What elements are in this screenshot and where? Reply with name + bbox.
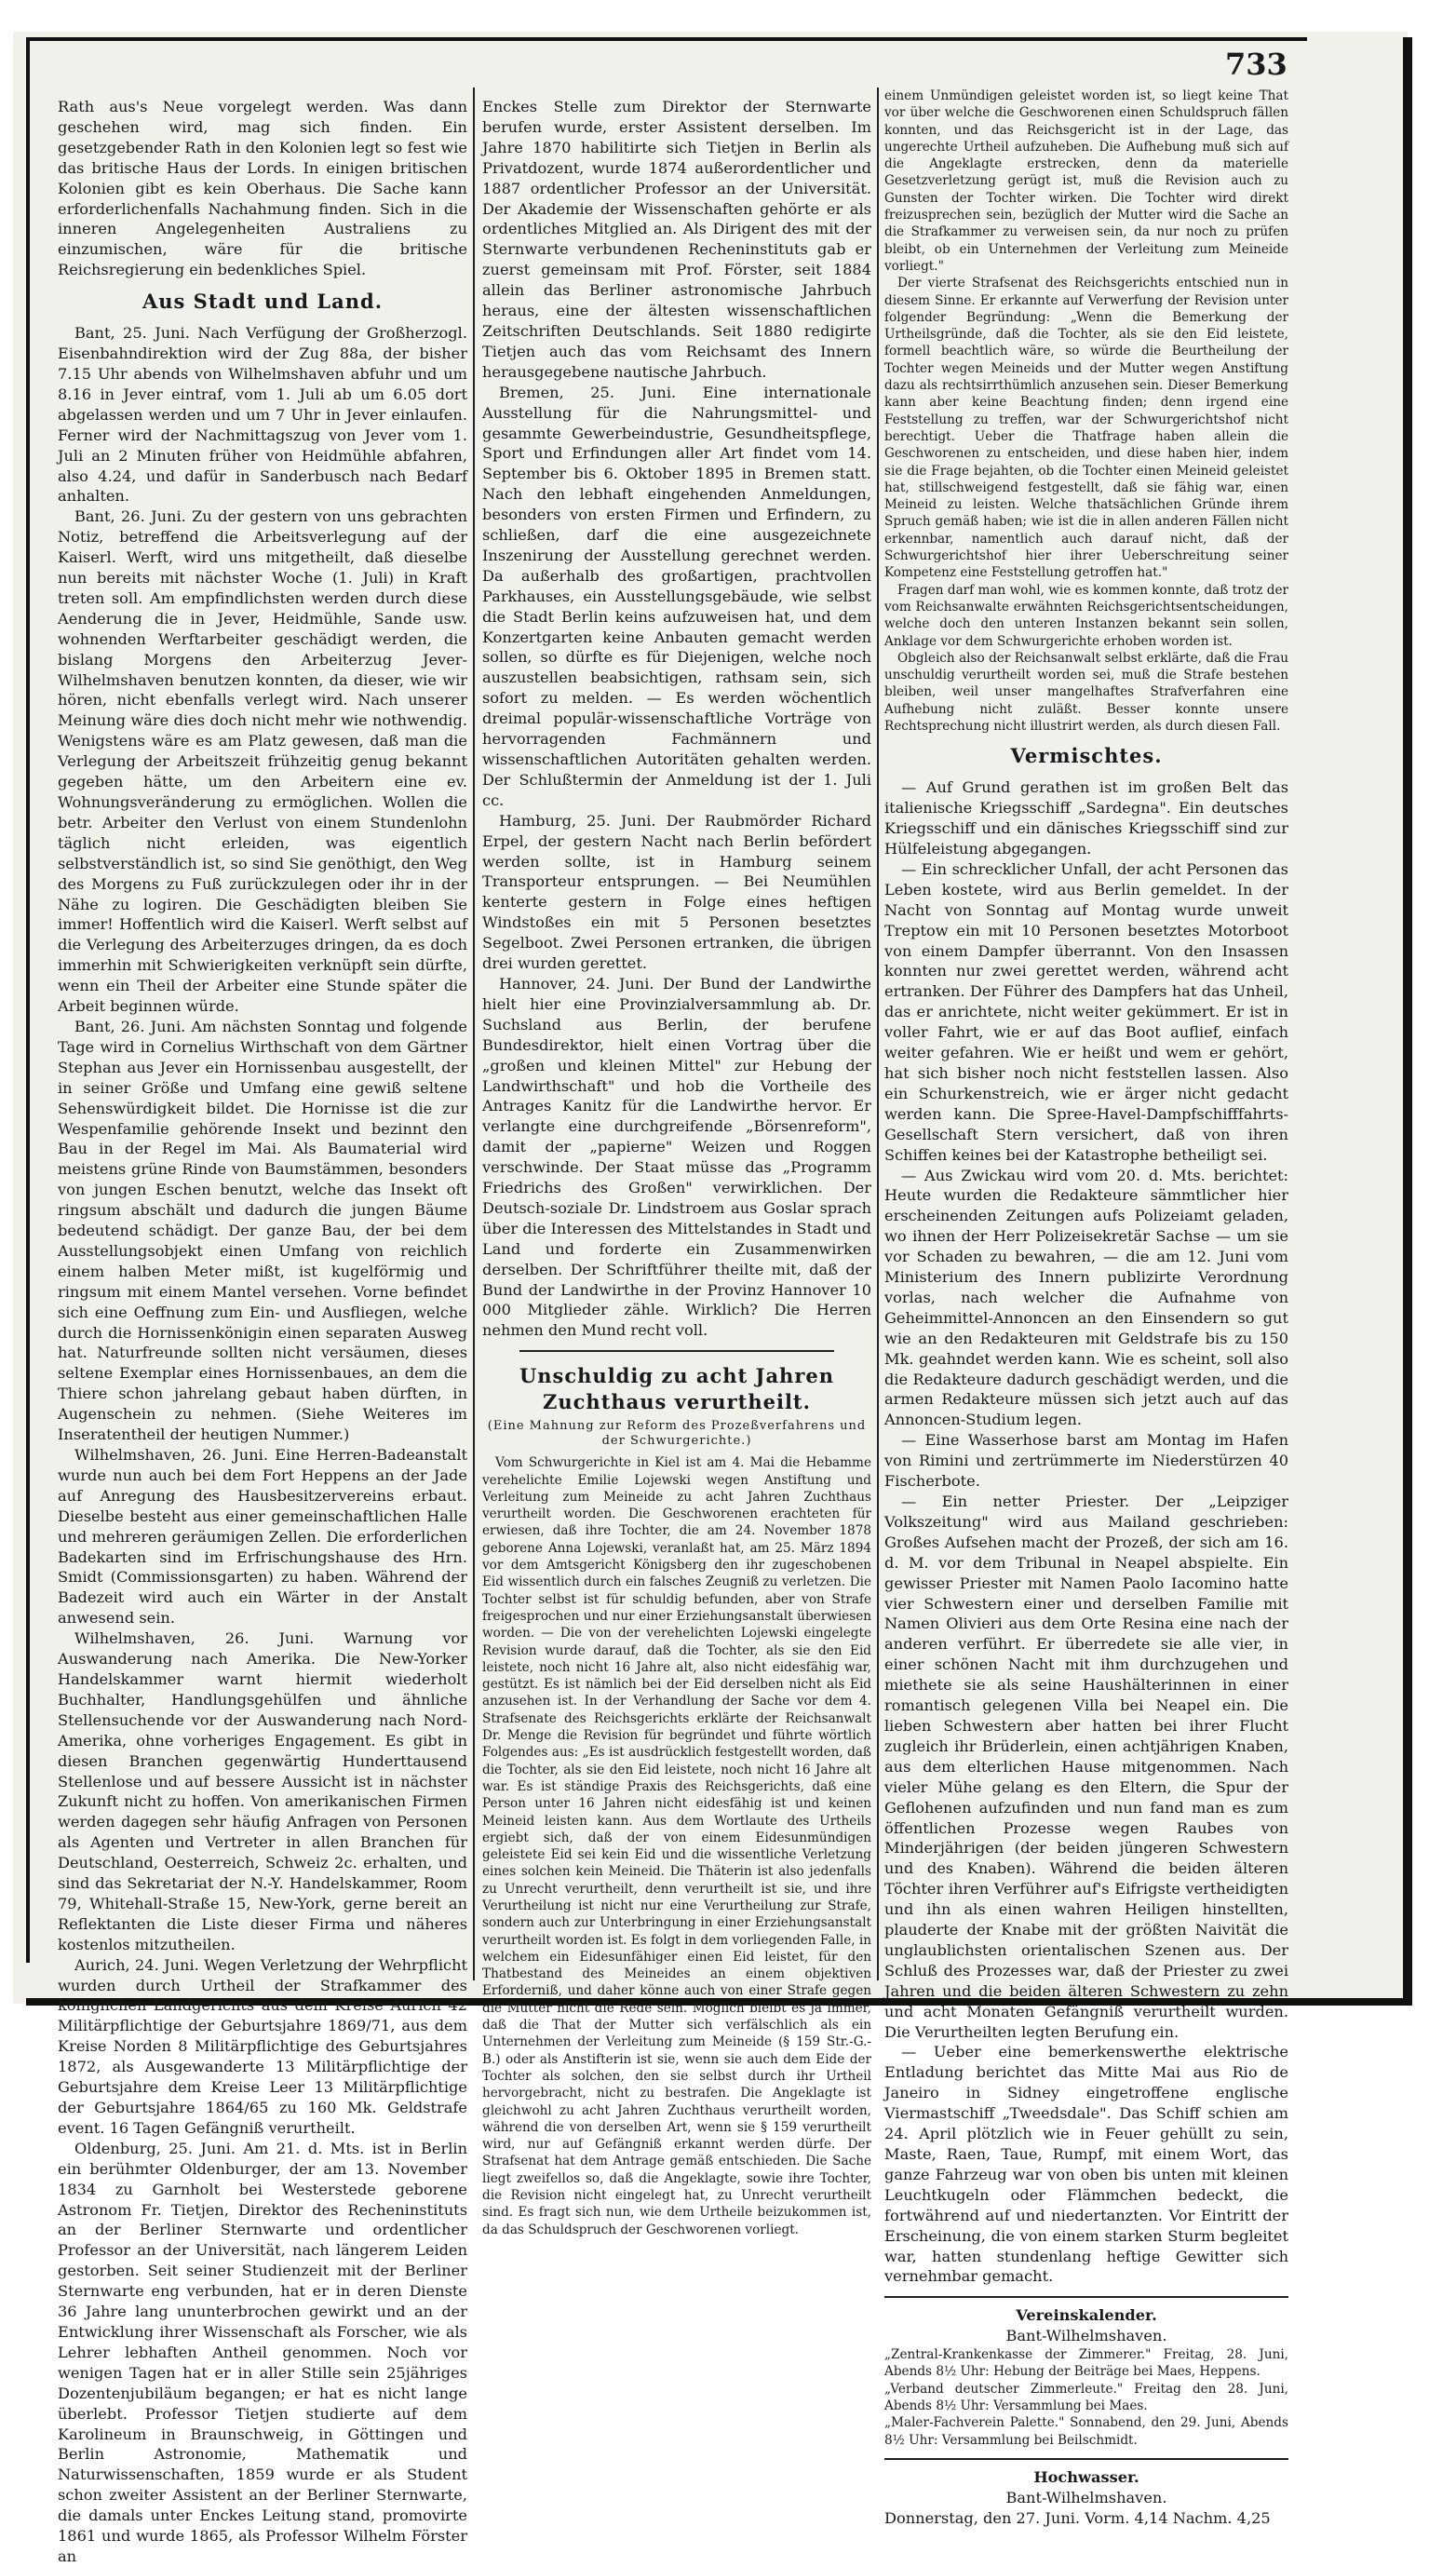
column-1	[58, 97, 467, 2565]
news-item: Bant, 25. Juni. Nach Verfügung der Großherzogl. Eisenbahndirektion wird der Zug 88a, der bisher 7.15 Uhr abends von Wilhelmshaven abfuhr und um 8.16 in Jever eintraf, vom 1. Juli ab um 6.05 dort abgelassen werden und um 7 Uhr in Jever einlaufen. Ferner wird der Nachmittagszug von Jever vom 1. Juli an 2 Minuten früher von Heidmühle abfahren, also 4.24, und dafür in Sanderbusch nach Bedarf anhalten.	[58, 324, 467, 506]
news-item: — Ein netter Priester. Der „Leipziger Volkszeitung" wird aus Mailand geschrieben: Großes Aufsehen macht der Prozeß, der sich am 16. d. M. vor dem Tribunal in Neapel abspielte. Ein gewisser Priester mit Namen Paolo Iacomino hatte vier Schwestern einer und derselben Familie mit Namen Olivieri aus dem Orte Resina eine nach der anderen verführt. Er überredete sie alle vier, in einer schönen Nacht mit ihm durchzugehen und miethete sie als seine Haushälterinnen in einer romantisch gelegenen Villa bei Neapel ein. Die lieben Schwestern aber hatten bei ihrer Flucht zugleich ihr Brüderlein, einen achtjährigen Knaben, aus dem elterlichen Hause mitgenommen. Nach vieler Mühe gelang es den Eltern, die Spur der Geflohenen aufzufinden und nun fand man es zum öffentlichen Prozesse wegen Raubes von Minderjährigen (der beiden jüngeren Schwestern und des Knaben). Während die beiden älteren Töchter ihren Verführer auf's Eifrigste vertheidigten und ihn als einen wahren Heiligen hinstellten, plauderte der Knabe mit der größten Naivität die unglaublichsten orientalischen Szenen aus. Der Schluß des Prozesses war, daß der Priester zu zwei Jahren und die beiden älteren Schwestern zu zehn und acht Monaten Gefängniß verurtheilt wurden. Die Verurtheilten legten Berufung ein.	[884, 1493, 1288, 2041]
news-item: Bant, 26. Juni. Zu der gestern von uns gebrachten Notiz, betreffend die Arbeitsverlegung auf der Kaiserl. Werft, wird uns mitgetheilt, daß dieselbe nun bereits mit nächster Woche (1. Juli) in Kraft treten soll. Am empfindlichsten werden durch diese Aenderung die in Jever, Heidmühle, Sande usw. wohnenden Werftarbeiter geschädigt werden, die bislang Morgens den Arbeiterzug Jever-Wilhelmshaven benutzen konnten, da dieser, wie wir hören, nicht ebenfalls verlegt wird. Nach unserer Meinung wäre dies doch nicht mehr wie nothwendig. Wenigstens wäre es am Platz gewesen, daß man die Verlegung der Arbeitszeit frühzeitig genug bekannt gegeben hätte, um den Arbeitern eine ev. Wohnungsveränderung zu ermöglichen. Wollen die betr. Arbeiter den Verlust von einem Stundenlohn täglich nicht erleiden, was eigentlich selbstverständlich ist, so sind Sie genöthigt, den Weg des Morgens zu Fuß zurückzulegen oder ihr in der Nähe zu logiren. Die Geschädigten bleiben Sie immer! Hoffentlich wird die Kaiserl. Werft selbst auf die Verlegung des Arbeiterzuges dringen, da es doch immerhin mit Schwierigkeiten verknüpft sein dürfte, wenn ein Theil der Arbeiter eine Stunde später die Arbeit beginnen würde.	[58, 507, 467, 1016]
news-item: — Ein schrecklicher Unfall, der acht Personen das Leben kostete, wird aus Berlin gemeldet. In der Nacht von Sonntag auf Montag wurde unweit Treptow ein mit 10 Personen besetztes Motorboot von einem Dampfer überrannt. Von den Insassen konnten nur zwei gerettet werden, während acht ertranken. Der Führer des Dampfers hat das Unheil, das er anrichtete, nicht weiter gekümmert. Er ist in voller Fahrt, wie er auf das Boot auflief, einfach weiter gefahren. Wie er heißt und wem er gehört, hat sich bisher noch nicht feststellen lassen. Also ein Schurkenstreich, wie er ärger nicht gedacht werden kann. Die Spree-Havel-Dampfschifffahrts-Gesellschaft Stern versichert, daß von ihren Schiffen keines bei der Katastrophe betheiligt sei.	[884, 859, 1288, 1164]
news-item: — Ueber eine bemerkenswerthe elektrische Entladung berichtet das Mitte Mai aus Rio de Janeiro in Sidney eingetroffene englische Viermastschiff „Tweedsdale". Das Schiff schien am 24. April plötzlich wie in Feuer gehüllt zu sein, Maste, Raen, Taue, Rumpf, mit einem Wort, das ganze Fahrzeug war von oben bis unten mit kleinen Leuchtkugeln oder Flämmchen bedeckt, die fortwährend auf und niedertanzten. Vor Eintritt der Erscheinung, die von einem starken Sturm begleitet war, hatten stundenlang heftige Gewitter sich vernehmbar gemacht.	[884, 2043, 1288, 2286]
tide-place: Bant-Wilhelmshaven.	[1005, 2488, 1167, 2506]
column-2	[482, 97, 871, 2237]
column-rule-2	[877, 88, 879, 1980]
separator	[519, 1350, 834, 1352]
article-body	[482, 1454, 871, 2238]
news-item: Enckes Stelle zum Direktor der Sternwarte berufen wurde, erster Assistent derselben. Im Jahre 1870 habilitirte sich Tietjen in Berlin als Privatdozent, wurde 1874 außerordentlicher und 1887 ordentlicher Professor an der Universität. Der Akademie der Wissenschaften gehörte er als ordentliches Mitglied an. Als Dirigent des mit der Sternwarte verbundenen Recheninstituts gab er zuerst gemeinsam mit Prof. Förster, seit 1884 allein das Berliner astronomische Jahrbuch heraus, eine der ältesten wissenschaftlichen Zeitschriften Deutschlands. Seit 1880 redigirte Tietjen auch das vom Reichsamt des Innern herausgegebene nautische Jahrbuch.	[482, 98, 871, 381]
news-item: Wilhelmshaven, 26. Juni. Eine Herren-Badeanstalt wurde nun auch bei dem Fort Heppens an der Jade auf Anregung des Hausbesitzervereins erbaut. Dieselbe besteht aus einer gemeinschaftlichen Halle und mehreren geräumigen Zellen. Die erforderlichen Badekarten sind im Erfrischungshause des Hrn. Smidt (Commissionsgarten) zu haben. Während der Badezeit wird auch ein Wärter in der Anstalt anwesend sein.	[58, 1446, 467, 1628]
article-text: Fragen darf man wohl, wie es kommen konnte, daß trotz der vom Reichsanwalte erwähnten Reichsgerichtsentscheidungen, welche doch den unteren Instanzen bekannt sein sollen, Anklage vor dem Schwurgerichte erhoben worden ist.	[884, 582, 1288, 649]
tide-times: Donnerstag, den 27. Juni. Vorm. 4,14 Nachm. 4,25	[884, 2508, 1271, 2527]
column-rule-1	[473, 88, 475, 1980]
article-text: Obgleich also der Reichsanwalt selbst erklärte, daß die Frau unschuldig verurtheilt worden sei, muß die Strafe bestehen bleiben, weil unser mangelhaftes Strafverfahren eine Aufhebung nicht zuläßt. Besser konnte unsere Rechtsprechung nicht illustrirt werden, als durch diesen Fall.	[884, 650, 1288, 734]
news-item: Bant, 26. Juni. Am nächsten Sonntag und folgende Tage wird in Cornelius Wirthschaft von dem Gärtner Stephan aus Jever ein Hornissenbau ausgestellt, der in seiner Größe und Umfang eine gewiß seltene Sehenswürdigkeit bildet. Die Hornisse ist die zur Wespenfamilie gehörende Insekt und bezinnt den Bau in der Regel im Mai. Als Baumaterial wird meistens grüne Rinde von Baumstämmen, besonders von jungen Eschen benutzt, welche das Insekt oft ringsum abschält und dadurch die jungen Bäume bedeutend schädigt. Der ganze Bau, der bei dem Ausstellungsobjekt einen Umfang von reichlich einem halben Meter mißt, ist kugelförmig und ringsum mit einem Mantel versehen. Vorne befindet sich eine Oeffnung zum Ein- und Ausfliegen, welche durch die Hornissenkönigin einen separaten Ausweg hat. Naturfreunde sollten nicht versäumen, dieses seltene Exemplar eines Hornissenbaues, an dem die Thiere schon jahrelang gebaut haben dürften, in Augenschein zu nehmen. (Siehe Weiteres im Inseratentheil der heutigen Nummer.)	[58, 1017, 467, 1444]
section-heading: Aus Stadt und Land.	[142, 290, 384, 314]
column-3	[884, 88, 1288, 2527]
page-number: 733	[1225, 47, 1287, 82]
tide-heading: Hochwasser.	[1033, 2467, 1139, 2486]
page-border-top	[26, 37, 1307, 41]
article-subheading: (Eine Mahnung zur Reform des Prozeßverfahrens und der Schwurgerichte.)	[487, 1419, 867, 1449]
article-text: Der vierte Strafsenat des Reichsgerichts entschied nun in diesem Sinne. Er erkannte auf Verwerfung der Revision unter folgender Begründung: „Wenn die Bemerkung der Urtheilsgründe, daß die Tochter, als sie den Eid leistete, formell beachtlich wäre, so würde die Beurtheilung der Tochter wegen Meineids und der Mutter wegen Anstiftung dazu als rechtsirrthümlich anzusehen sein. Dieser Bemerkung kann aber keine Beachtung finden; denn irgend eine Feststellung zu treffen, war der Schwurgerichtshof nicht berechtigt. Ueber die Thatfrage haben allein die Geschworenen zu entscheiden, und diese haben hier, indem sie die Frage bejahten, ob die Tochter einen Meineid geleistet hat, stillschweigend festgestellt, daß sie fähig war, einen Meineid zu leisten. Welche thatsächlichen Gründe ihrem Spruch gemäß haben; wie ist die in allen anderen Fällen nicht erkennbar, namentlich auch darauf nicht, daß der Schwurgerichtshof hier ihrer Ueberschreitung seiner Kompetenz eine Feststellung getroffen hat."	[884, 276, 1288, 581]
news-item: Bremen, 25. Juni. Eine internationale Ausstellung für die Nahrungsmittel- und gesammte Gewerbeindustrie, Gesundheitspflege, Sport und Erfindungen aller Art findet vom 14. September bis 6. Oktober 1895 in Bremen statt. Nach den lebhaft eingehenden Anmeldungen, besonders von ersten Firmen und Erfindern, zu schließen, darf die eine ausgezeichnete Inszenirung der Ausstellung gerechnet werden. Da außerhalb des großartigen, prachtvollen Parkhauses, ein Ausstellungsgebäude, wie selbst die Stadt Berlin keins aufzuweisen hat, und dem Konzertgarten keine Anbauten gemacht werden sollen, so dürfte es für Diejenigen, welche noch auszustellen beabsichtigen, rathsam sein, sich sofort zu melden. — Es werden wöchentlich dreimal populär-wissenschaftliche Vorträge von hervorragenden Fachmännern und wissenschaftlichen Autoritäten gehalten werden. Der Schlußtermin der Anmeldung ist der 1. Juli cc.	[482, 383, 871, 809]
news-item: — Aus Zwickau wird vom 20. d. Mts. berichtet: Heute wurden die Redakteure sämmtlicher hier erscheinenden Zeitungen aufs Polizeiamt geladen, wo ihnen der Herr Polizeisekretär Sachse — um sie vor Schaden zu bewahren, — die am 12. Juni vom Ministerium des Innern publizirte Verordnung vorlas, nach welcher die Aufnahme von Geheimmittel-Annoncen an den Einsendern so gut wie an den Redakteuren mit Geldstrafe bis zu 150 Mk. geahndet werden kann. Wie es scheint, soll also die Redakteure dadurch geschädigt werden, und die armen Redakteure müssen sich jetzt auch auf das Annoncen-Studium legen.	[884, 1166, 1288, 1429]
article-heading: Unschuldig zu acht Jahren Zuchthaus verurtheilt.	[519, 1364, 835, 1414]
news-item: Oldenburg, 25. Juni. Am 21. d. Mts. ist in Berlin ein berühmter Oldenburger, der am 13. November 1834 zu Garnholt bei Westerstede geborene Astronom Fr. Tietjen, Direktor des Recheninstituts an der Berliner Sternwarte und ordentlicher Professor an der Universität, nach längerem Leiden gestorben. Seit seiner Studienzeit mit der Berliner Sternwarte eng verbunden, hat er in deren Dienste 36 Jahre lang ununterbrochen gewirkt und an der Entwicklung ihrer Wissenschaft als Forscher, wie als Lehrer lebhaften Antheil genommen. Noch vor wenigen Tagen hat er in aller Stille sein 25jähriges Dozentenjubiläum begangen; er hat es nicht lange überlebt. Professor Tietjen studierte auf dem Karolineum in Braunschweig, in Göttingen und Berlin Astronomie, Mathematik und Naturwissenschaften, 1859 wurde er als Student schon zweiter Assistent an der Berliner Sternwarte, die damals unter Enckes Leitung stand, promovirte 1861 und wurde 1865, als Professor Wilhelm Förster an	[58, 2139, 467, 2565]
news-item: Hamburg, 25. Juni. Der Raubmörder Richard Erpel, der gestern Nacht nach Berlin befördert werden sollte, ist in Hamburg seinem Transporteur entsprungen. — Bei Neumühlen kenterte gestern in Folge eines heftigen Windstoßes ein mit 5 Personen besetztes Segelboot. Zwei Personen ertranken, die übrigen drei wurden gerettet.	[482, 811, 871, 973]
news-item: Aurich, 24. Juni. Wegen Verletzung der Wehrpflicht wurden durch Urtheil der Strafkammer des königlichen Landgerichts aus dem Kreise Aurich 42 Militärpflichtige der Geburtsjahre 1869/71, aus dem Kreise Norden 8 Militärpflichtige des Geburtsjahres 1872, als Ausgewanderte 13 Militärpflichtige der Geburtsjahre dem Kreise Leer 13 Militärpflichtige der Geburtsjahre 1864/65 zu 160 Mk. Geldstrafe event. 16 Tagen Gefängniß verurtheilt.	[58, 1955, 467, 2137]
calendar-list	[884, 2346, 1288, 2449]
calendar-entry: „Maler-Fachverein Palette." Sonnabend, den 29. Juni, Abends 8½ Uhr: Versammlung bei Beilschmidt.	[884, 2415, 1288, 2448]
news-item: — Eine Wasserhose barst am Montag im Hafen von Rimini und zertrümmerte im Niederstürzen 40 Fischerbote.	[884, 1431, 1288, 1491]
article-body-continued	[884, 88, 1288, 735]
calendar-heading: Vereinskalender.	[1016, 2306, 1157, 2325]
page-border-right	[1403, 37, 1412, 2002]
calendar-place: Bant-Wilhelmshaven.	[1005, 2327, 1167, 2345]
news-item: — Auf Grund gerathen ist im großen Belt das italienische Kriegsschiff „Sardegna". Ein deutsches Kriegsschiff und ein dänisches Kriegsschiff sind zur Hülfeleistung abgegangen.	[884, 778, 1288, 858]
separator	[884, 2296, 1288, 2298]
separator	[884, 2458, 1288, 2460]
calendar-entry: „Verband deutscher Zimmerleute." Freitag den 28. Juni, Abends 8½ Uhr: Versammlung bei Maes.	[884, 2381, 1288, 2414]
article-text: einem Unmündigen geleistet worden ist, so liegt keine That vor über welche die Geschworenen einen Schuldspruch fällen konnten, und das Reichsgericht ist in der Lage, das ungerechte Urtheil aufzuheben. Die Aufhebung muß sich auf die Angeklagte erstrecken, denn da materielle Gesetzverletzung gerügt ist, muß die Revision auch zu Gunsten der Tochter wirken. Die Tochter wird direkt freizusprechen sein, bezüglich der Mutter wird die Sache an die Strafkammer zu verweisen sein, da nur noch zu prüfen bleibt, ob ein Unternehmen der Verleitung zum Meineide vorliegt."	[884, 88, 1288, 274]
calendar-entry: „Zentral-Krankenkasse der Zimmerer." Freitag, 28. Juni, Abends 8½ Uhr: Hebung der Beiträge bei Maes, Heppens.	[884, 2347, 1288, 2380]
page-border-left	[26, 37, 30, 1963]
article-text: Rath aus's Neue vorgelegt werden. Was dann geschehen wird, mag sich finden. Ein gesetzgebender Rath in den Kolonien legt so fest wie das britische Haus der Lords. In einigen britischen Kolonien gibt es kein Oberhaus. Die Sache kann erforderlichenfalls Nachahmung finden. Sich in die inneren Angelegenheiten Australiens zu einzumischen, wäre für die britische Reichsregierung ein bedenkliches Spiel.	[58, 98, 467, 279]
section-heading: Vermischtes.	[1010, 744, 1163, 768]
news-item: Hannover, 24. Juni. Der Bund der Landwirthe hielt hier eine Provinzialversammlung ab. Dr. Suchsland aus Berlin, der berufene Bundesdirektor, hielt einen Vortrag über die „großen und kleinen Mittel" zur Hebung der Landwirthschaft" und hob die Vortheile des Antrages Kanitz für die Landwirthe hervor. Er verlangte eine durchgreifende „Börsenreform", damit der „papierne" Weizen und Roggen verschwinde. Der Staat müsse das „Programm Friedrichs des Großen" verwirklichen. Der Deutsch-soziale Dr. Lindstroem aus Goslar sprach über die Interessen des Mittelstandes in Stadt und Land und forderte ein Zusammenwirken derselben. Der Schriftführer theilte mit, daß der Bund der Landwirthe in der Provinz Hannover 10 000 Mitglieder zähle. Wirklich? Die Herren nehmen den Mund recht voll.	[482, 974, 871, 1340]
article-text: Vom Schwurgerichte in Kiel ist am 4. Mai die Hebamme verehelichte Emilie Lojewski wegen Anstiftung und Verleitung zum Meineide zu acht Jahren Zuchthaus verurtheilt worden. Die Geschworenen erachteten für erwiesen, daß ihre Tochter, die am 24. November 1878 geborene Anna Lojewski, veranlaßt hat, am 25. März 1894 vor dem Amtsgericht Königsberg den ihr zugeschobenen Eid wissentlich durch ein falsches Zeugniß zu verletzen. Die Tochter selbst ist für schuldig befunden, aber von Strafe freigesprochen und nur einer Erziehungsanstalt überwiesen worden. — Die von der verehelichten Lojewski eingelegte Revision wurde darauf, daß die Tochter, als sie den Eid leistete, noch nicht 16 Jahre alt, also nicht eidesfähig war, gestützt. Es ist nämlich bei der Eid derselben nicht als Eid anzusehen ist. In der Verhandlung der Sache vor dem 4. Strafsenate des Reichsgerichts erklärte der Reichsanwalt Dr. Menge die Revision für begründet und führte wörtlich Folgendes aus: „Es ist ausdrücklich festgestellt worden, daß die Tochter, als sie den Eid leistete, noch nicht 16 Jahre alt war. Es ist ständige Praxis des Reichsgerichts, daß eine Person unter 16 Jahren nicht eidesfähig ist und keinen Meineid leisten kann. Aus dem Wortlaute des Urtheils ergiebt sich, daß der von einem Eidesunmündigen geleistete Eid sei kein Eid und die wissentliche Verletzung eines solchen kein Meineid. Die Thäterin ist also jedenfalls zu Unrecht verurtheilt, denn verurtheilt ist sie, und ihre Verurtheilung ist nicht nur eine Verurtheilung zur Strafe, sondern auch zur Unterbringung in einer Erziehungsanstalt verurtheilt worden ist. Es folgt in dem vorliegenden Falle, in welchem ein Eidesunfähiger einen Eid leistet, für den Thatbestand des Meineides an einem objektiven Erforderniß, und daher könne auch von einer Strafe gegen die Mutter nicht die Rede sein. Möglich bleibt es ja immer, daß die That der Mutter sich verfälschlich als ein Unternehmen der Verleitung zum Meineide (§ 159 Str.-G.-B.) oder als Anstifterin ist sie, wenn sie auch dem Eide der Tochter als solchen, den sie selbst durch ihr Urtheil hervorgebracht, nicht zu bestrafen. Die Angeklagte ist gleichwohl zu acht Jahren Zuchthaus verurtheilt worden, während die von derselben Art, wenn sie § 159 verurtheilt wird, nur auf Gefängniß erkannt werden dürfe. Der Strafsenat hat dem Antrage gemäß entschieden. Die Sache liegt zweifellos so, daß die Angeklagte, sowie ihre Tochter, die Revision nicht eingelegt hat, zu Unrecht verurtheilt sind. Es fragt sich nun, wie dem Urtheile beizukommen ist, da das Schuldspruch der Geschworenen vorliegt.	[482, 1455, 871, 2237]
news-item: Wilhelmshaven, 26. Juni. Warnung vor Auswanderung nach Amerika. Die New-Yorker Handelskammer warnt hiermit wiederholt Buchhalter, Handlungsgehülfen und ähnliche Stellensuchende vor der Auswanderung nach Nord-Amerika, ohne vorheriges Engagement. Es gibt in diesen Branchen gegenwärtig Hunderttausend Stellenlose und auf bessere Aussicht ist in nächster Zukunft nicht zu hoffen. Von amerikanischen Firmen werden dagegen sehr häufig Anfragen von Personen als Agenten und Vertreter in allen Branchen für Deutschland, Oesterreich, Schweiz 2c. erhalten, und sind das Sekretariat der N.-Y. Handelskammer, Room 79, Whitehall-Straße 15, New-York, gerne bereit an Reflektanten die Liste dieser Firma und näheres kostenlos mitzutheilen.	[58, 1629, 467, 1953]
